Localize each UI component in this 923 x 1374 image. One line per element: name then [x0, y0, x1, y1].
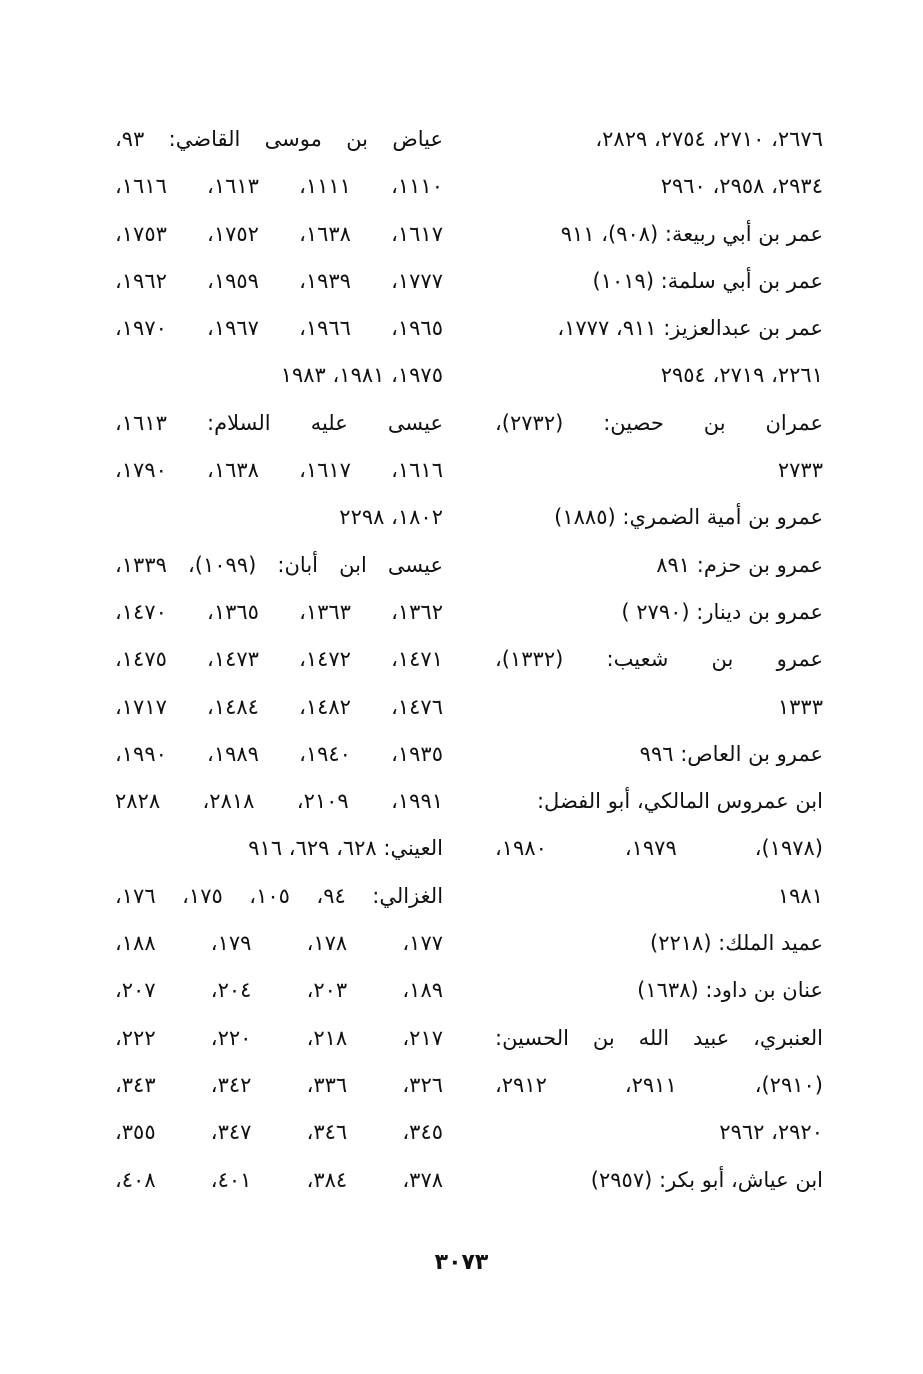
index-line: ٢٩٢٠، ٢٩٦٢: [719, 1120, 823, 1145]
index-entry-ibn-amrus: ابن عمروس المالكي، أبو الفضل:: [536, 789, 823, 814]
index-entry-umar-ibn-abi-salama: عمر بن أبي سلمة: (١٠١٩): [592, 268, 823, 293]
index-entry-isa-alayhi-salam: عيسى عليه السلام: ١٦١٣،: [115, 410, 443, 435]
index-line: ١٩٨١: [777, 883, 823, 908]
index-line: ٢٧٣٣: [777, 458, 823, 483]
index-line: ١٣٦٢، ١٣٦٣، ١٣٦٥، ١٤٧٠،: [115, 599, 443, 624]
index-line: ١٧٧٧، ١٩٣٩، ١٩٥٩، ١٩٦٢،: [115, 268, 443, 293]
index-line: ١٩٧٥، ١٩٨١، ١٩٨٣: [280, 363, 443, 388]
index-line: ١٨٠٢، ٢٢٩٨: [339, 505, 443, 530]
index-entry-umar-ibn-abdulaziz: عمر بن عبدالعزيز: ٩١١، ١٧٧٧،: [557, 316, 823, 341]
index-line: ٢٢٦١، ٢٧١٩، ٢٩٥٤: [660, 363, 823, 388]
index-line: ٣٤٥، ٣٤٦، ٣٤٧، ٣٥٥،: [115, 1120, 443, 1145]
index-line: ٣٢٦، ٣٣٦، ٣٤٢، ٣٤٣،: [115, 1072, 443, 1097]
index-entry-iyad-ibn-musa: عياض بن موسى القاضي: ٩٣،: [115, 127, 443, 151]
index-line: ١٤٧١، ١٤٧٢، ١٤٧٣، ١٤٧٥،: [115, 647, 443, 672]
index-line: ١٧٧، ١٧٨، ١٧٩، ١٨٨،: [115, 931, 443, 956]
index-line: ١٩٦٥، ١٩٦٦، ١٩٦٧، ١٩٧٠،: [115, 316, 443, 341]
index-entry-ibn-ayyash: ابن عياش، أبو بكر: (٢٩٥٧): [590, 1167, 823, 1192]
index-line: (٢٩١٠)، ٢٩١١، ٢٩١٢،: [495, 1072, 823, 1097]
index-entry-al-ghazali: الغزالي: ٩٤، ١٠٥، ١٧٥، ١٧٦،: [115, 883, 443, 908]
index-column-left: [115, 116, 443, 1204]
index-entry-isa-ibn-aban: عيسى ابن أبان: (١٠٩٩)، ١٣٣٩،: [115, 552, 443, 577]
index-entry-imran-ibn-husayn: عمران بن حصين: (٢٧٣٢)،: [495, 410, 823, 435]
index-line: ٢٩٣٤، ٢٩٥٨، ٢٩٦٠: [660, 174, 823, 199]
index-entry-amr-ibn-hazm: عمرو بن حزم: ٨٩١: [656, 552, 823, 577]
index-entry-al-anbari: العنبري، عبيد الله بن الحسين:: [495, 1025, 823, 1050]
index-entry-al-ayni: العيني: ٦٢٨، ٦٢٩، ٩١٦: [248, 836, 443, 861]
index-line: ٢٦٧٦، ٢٧١٠، ٢٧٥٤، ٢٨٢٩،: [595, 127, 823, 151]
index-entry-amr-ibn-al-as: عمرو بن العاص: ٩٩٦: [639, 741, 823, 766]
page-number: ٣٠٧٣: [434, 1250, 489, 1275]
index-line: ٢١٧، ٢١٨، ٢٢٠، ٢٢٢،: [115, 1025, 443, 1050]
index-line: ١٤٧٦، ١٤٨٢، ١٤٨٤، ١٧١٧،: [115, 694, 443, 719]
index-line: (١٩٧٨)، ١٩٧٩، ١٩٨٠،: [495, 836, 823, 861]
index-column-right: [495, 116, 823, 1204]
index-entry-amr-ibn-dinar: عمرو بن دينار: (٢٧٩٠ ): [621, 599, 823, 624]
index-line: ١٩٩١، ٢١٠٩، ٢٨١٨، ٢٨٢٨: [115, 789, 443, 814]
index-entry-anan-ibn-dawud: عنان بن داود: (١٦٣٨): [637, 978, 823, 1003]
index-line: ١٨٩، ٢٠٣، ٢٠٤، ٢٠٧،: [115, 978, 443, 1003]
index-line: ١٣٣٣: [777, 694, 823, 719]
index-line: ٣٧٨، ٣٨٤، ٤٠١، ٤٠٨،: [115, 1167, 443, 1192]
index-entry-amr-ibn-shuayb: عمرو بن شعيب: (١٣٣٢)،: [495, 647, 823, 672]
index-line: ١٦١٦، ١٦١٧، ١٦٣٨، ١٧٩٠،: [115, 458, 443, 483]
index-entry-amr-ibn-umayya: عمرو بن أمية الضمري: (١٨٨٥): [554, 505, 823, 530]
index-entry-umar-ibn-abi-rabia: عمر بن أبي ربيعة: (٩٠٨)، ٩١١: [560, 221, 823, 246]
index-line: ١٦١٧، ١٦٣٨، ١٧٥٢، ١٧٥٣،: [115, 221, 443, 246]
index-entry-amid-al-mulk: عميد الملك: (٢٢١٨): [649, 931, 823, 956]
index-line: ١١١٠، ١١١١، ١٦١٣، ١٦١٦،: [115, 174, 443, 199]
index-line: ١٩٣٥، ١٩٤٠، ١٩٨٩، ١٩٩٠،: [115, 741, 443, 766]
